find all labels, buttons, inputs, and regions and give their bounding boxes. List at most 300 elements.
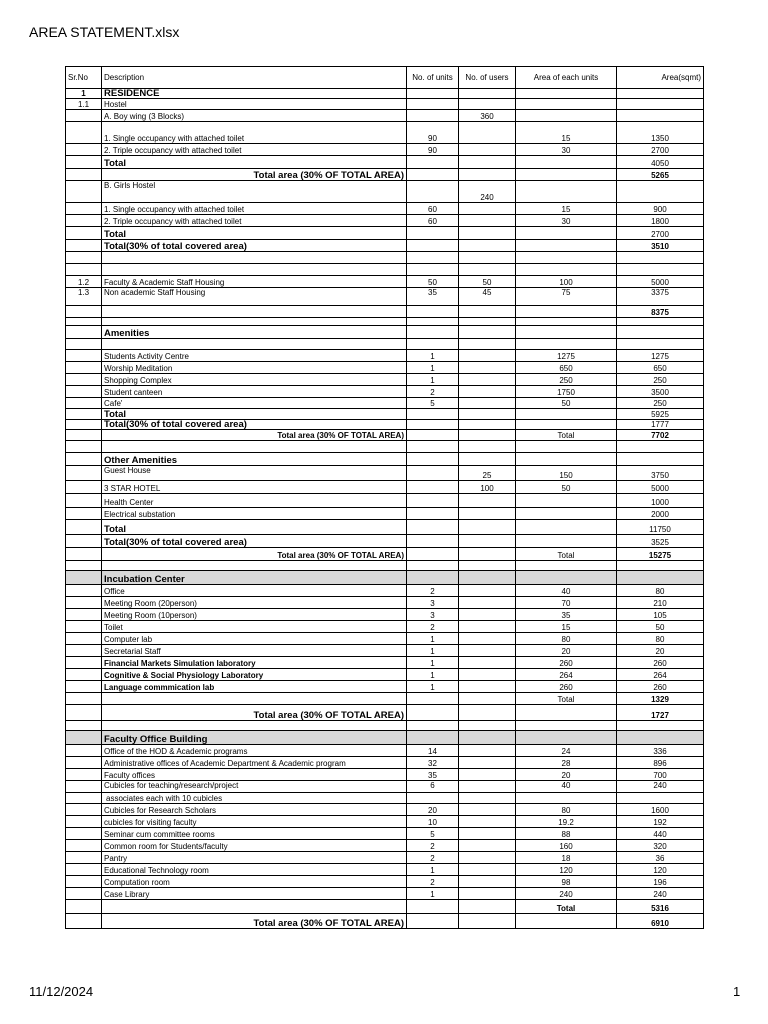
cell-area-total: [617, 561, 704, 571]
cell-users: [459, 669, 516, 681]
cell-area-each: 70: [516, 597, 617, 609]
cell-users: [459, 144, 516, 156]
table-row: [66, 561, 704, 571]
cell-users: [459, 621, 516, 633]
cell-area-total: 3510: [617, 240, 704, 252]
cell-users: [459, 306, 516, 318]
cell-description: Total area (30% OF TOTAL AREA): [102, 914, 407, 929]
cell-area-each: [516, 89, 617, 99]
cell-srno: [66, 494, 102, 508]
cell-users: [459, 900, 516, 914]
cell-area-each: 1750: [516, 386, 617, 398]
cell-units: 35: [407, 769, 459, 781]
cell-area-each: 19.2: [516, 816, 617, 828]
cell-users: [459, 520, 516, 535]
cell-area-total: 3525: [617, 535, 704, 548]
cell-area-total: 50: [617, 621, 704, 633]
table-row: [66, 89, 704, 99]
cell-users: 100: [459, 481, 516, 494]
cell-area-each: 24: [516, 745, 617, 757]
cell-description: Other Amenities: [102, 453, 407, 466]
cell-users: 50: [459, 276, 516, 288]
cell-units: [407, 318, 459, 326]
cell-description: Total: [102, 156, 407, 169]
cell-units: 1: [407, 633, 459, 645]
cell-area-total: 192: [617, 816, 704, 828]
cell-area-total: 1800: [617, 215, 704, 227]
table-row: [66, 633, 704, 645]
cell-description: Incubation Center: [102, 571, 407, 585]
table-row: [66, 481, 704, 494]
table-row: [66, 721, 704, 731]
cell-area-each: [516, 252, 617, 264]
cell-area-total: 120: [617, 864, 704, 876]
cell-units: [407, 169, 459, 181]
cell-srno: [66, 571, 102, 585]
cell-area-each: 88: [516, 828, 617, 840]
cell-area-each: [516, 326, 617, 339]
cell-description: Total: [102, 520, 407, 535]
table-row: [66, 657, 704, 669]
header-no-of-users: No. of users: [459, 67, 516, 89]
cell-description: 2. Triple occupancy with attached toilet: [102, 215, 407, 227]
cell-users: [459, 156, 516, 169]
cell-srno: [66, 240, 102, 252]
cell-srno: [66, 215, 102, 227]
cell-users: [459, 816, 516, 828]
cell-srno: [66, 350, 102, 362]
cell-area-each: [516, 705, 617, 721]
cell-area-each: [516, 508, 617, 520]
cell-users: 360: [459, 110, 516, 122]
cell-units: [407, 508, 459, 520]
cell-area-each: [516, 181, 617, 203]
cell-units: [407, 561, 459, 571]
cell-description: [102, 561, 407, 571]
cell-units: 1: [407, 350, 459, 362]
cell-area-total: 105: [617, 609, 704, 621]
cell-srno: [66, 264, 102, 276]
cell-users: [459, 757, 516, 769]
cell-area-each: 20: [516, 645, 617, 657]
cell-area-total: 5316: [617, 900, 704, 914]
cell-area-each: 80: [516, 633, 617, 645]
cell-users: [459, 705, 516, 721]
cell-description: Office: [102, 585, 407, 597]
cell-users: [459, 409, 516, 420]
cell-description: Total(30% of total covered area): [102, 535, 407, 548]
cell-units: [407, 306, 459, 318]
cell-users: [459, 721, 516, 731]
cell-users: [459, 597, 516, 609]
cell-area-total: [617, 339, 704, 350]
cell-area-each: 160: [516, 840, 617, 852]
cell-users: [459, 535, 516, 548]
cell-users: [459, 215, 516, 227]
cell-description: Total(30% of total covered area): [102, 240, 407, 252]
cell-srno: [66, 508, 102, 520]
cell-units: 50: [407, 276, 459, 288]
cell-users: [459, 852, 516, 864]
cell-area-each: 15: [516, 122, 617, 144]
table-row: [66, 828, 704, 840]
cell-units: [407, 264, 459, 276]
cell-srno: [66, 633, 102, 645]
cell-description: Total area (30% OF TOTAL AREA): [102, 430, 407, 441]
cell-units: [407, 420, 459, 430]
cell-units: [407, 240, 459, 252]
cell-units: [407, 339, 459, 350]
cell-description: Total: [102, 409, 407, 420]
cell-srno: [66, 398, 102, 409]
footer-date: 11/12/2024: [29, 984, 94, 999]
table-row: [66, 441, 704, 453]
cell-area-each: [516, 227, 617, 240]
table-row: [66, 240, 704, 252]
cell-description: 1. Single occupancy with attached toilet: [102, 122, 407, 144]
cell-users: [459, 326, 516, 339]
cell-description: Cubicles for Research Scholars: [102, 804, 407, 816]
table-row: [66, 420, 704, 430]
cell-users: [459, 876, 516, 888]
cell-srno: [66, 900, 102, 914]
cell-srno: [66, 621, 102, 633]
cell-srno: [66, 888, 102, 900]
cell-srno: [66, 864, 102, 876]
header-no-of-units: No. of units: [407, 67, 459, 89]
cell-srno: [66, 745, 102, 757]
cell-area-total: [617, 571, 704, 585]
cell-area-total: 336: [617, 745, 704, 757]
table-row: [66, 900, 704, 914]
cell-srno: [66, 876, 102, 888]
cell-users: [459, 657, 516, 669]
cell-units: [407, 900, 459, 914]
cell-area-each: 75: [516, 288, 617, 306]
cell-users: [459, 769, 516, 781]
cell-area-total: [617, 89, 704, 99]
cell-srno: [66, 122, 102, 144]
cell-description: Cafe': [102, 398, 407, 409]
cell-units: [407, 441, 459, 453]
cell-area-each: [516, 169, 617, 181]
cell-users: [459, 888, 516, 900]
cell-units: 35: [407, 288, 459, 306]
cell-description: Students Activity Centre: [102, 350, 407, 362]
cell-units: [407, 89, 459, 99]
table-row: [66, 110, 704, 122]
cell-area-total: 3375: [617, 288, 704, 306]
cell-area-total: 3500: [617, 386, 704, 398]
cell-units: [407, 110, 459, 122]
cell-area-each: 28: [516, 757, 617, 769]
cell-units: [407, 571, 459, 585]
cell-users: [459, 609, 516, 621]
cell-srno: [66, 828, 102, 840]
cell-srno: [66, 110, 102, 122]
cell-srno: [66, 769, 102, 781]
cell-description: Total area (30% OF TOTAL AREA): [102, 705, 407, 721]
cell-description: Language commmication lab: [102, 681, 407, 693]
cell-area-total: 260: [617, 657, 704, 669]
cell-units: [407, 535, 459, 548]
table-row: [66, 731, 704, 745]
cell-srno: [66, 693, 102, 705]
cell-description: Pantry: [102, 852, 407, 864]
table-row: [66, 669, 704, 681]
table-row: [66, 398, 704, 409]
cell-srno: [66, 781, 102, 793]
cell-area-each: 50: [516, 398, 617, 409]
cell-srno: [66, 227, 102, 240]
cell-units: 3: [407, 609, 459, 621]
cell-units: [407, 252, 459, 264]
cell-area-total: 15275: [617, 548, 704, 561]
table-row: [66, 508, 704, 520]
cell-units: [407, 914, 459, 929]
cell-area-total: [617, 793, 704, 804]
cell-area-total: [617, 721, 704, 731]
cell-srno: [66, 203, 102, 215]
cell-description: Total(30% of total covered area): [102, 420, 407, 430]
cell-area-each: Total: [516, 430, 617, 441]
table-row: [66, 852, 704, 864]
cell-area-total: 1350: [617, 122, 704, 144]
cell-units: 1: [407, 362, 459, 374]
table-row: [66, 888, 704, 900]
cell-area-total: 264: [617, 669, 704, 681]
cell-units: 1: [407, 645, 459, 657]
cell-srno: [66, 466, 102, 481]
cell-description: Computation room: [102, 876, 407, 888]
cell-description: Guest House: [102, 466, 407, 481]
cell-units: 1: [407, 681, 459, 693]
cell-description: Cognitive & Social Physiology Laboratory: [102, 669, 407, 681]
cell-area-each: [516, 240, 617, 252]
cell-description: [102, 721, 407, 731]
header-row: [66, 67, 704, 89]
table-row: [66, 781, 704, 793]
table-row: [66, 181, 704, 203]
cell-srno: [66, 156, 102, 169]
cell-users: [459, 89, 516, 99]
cell-area-each: [516, 441, 617, 453]
table-row: [66, 494, 704, 508]
cell-area-total: 1727: [617, 705, 704, 721]
cell-area-each: [516, 535, 617, 548]
cell-area-each: [516, 264, 617, 276]
cell-units: [407, 99, 459, 110]
table-row: [66, 156, 704, 169]
cell-area-total: 80: [617, 633, 704, 645]
cell-area-total: 240: [617, 781, 704, 793]
cell-area-each: [516, 520, 617, 535]
cell-users: [459, 339, 516, 350]
cell-units: 32: [407, 757, 459, 769]
cell-description: 1. Single occupancy with attached toilet: [102, 203, 407, 215]
cell-area-total: 1600: [617, 804, 704, 816]
cell-users: [459, 508, 516, 520]
cell-units: 2: [407, 876, 459, 888]
cell-units: 14: [407, 745, 459, 757]
cell-srno: [66, 804, 102, 816]
cell-area-each: [516, 721, 617, 731]
cell-users: [459, 633, 516, 645]
cell-users: [459, 240, 516, 252]
cell-description: Shopping Complex: [102, 374, 407, 386]
table-row: [66, 227, 704, 240]
table-row: [66, 793, 704, 804]
cell-users: [459, 99, 516, 110]
table-row: [66, 535, 704, 548]
table-row: [66, 520, 704, 535]
cell-area-total: 2700: [617, 144, 704, 156]
cell-srno: [66, 306, 102, 318]
cell-area-total: 900: [617, 203, 704, 215]
cell-units: 20: [407, 804, 459, 816]
cell-area-each: 264: [516, 669, 617, 681]
cell-area-each: 18: [516, 852, 617, 864]
cell-description: cubicles for visiting faculty: [102, 816, 407, 828]
table-row: [66, 548, 704, 561]
cell-srno: [66, 669, 102, 681]
cell-area-each: 15: [516, 621, 617, 633]
cell-area-total: 250: [617, 398, 704, 409]
cell-area-each: [516, 318, 617, 326]
table-row: [66, 276, 704, 288]
cell-srno: 1.3: [66, 288, 102, 306]
table-row: [66, 914, 704, 929]
cell-area-each: 30: [516, 215, 617, 227]
cell-area-each: [516, 409, 617, 420]
table-row: [66, 339, 704, 350]
cell-users: [459, 362, 516, 374]
cell-area-total: 896: [617, 757, 704, 769]
cell-users: [459, 828, 516, 840]
cell-users: [459, 864, 516, 876]
cell-users: [459, 122, 516, 144]
table-row: [66, 876, 704, 888]
cell-units: 1: [407, 374, 459, 386]
cell-description: Student canteen: [102, 386, 407, 398]
cell-area-each: [516, 453, 617, 466]
table-row: [66, 453, 704, 466]
table-row: [66, 705, 704, 721]
cell-area-each: [516, 420, 617, 430]
cell-srno: [66, 252, 102, 264]
cell-srno: [66, 169, 102, 181]
cell-area-total: 4050: [617, 156, 704, 169]
header-description: Description: [102, 67, 407, 89]
cell-units: 10: [407, 816, 459, 828]
cell-description: Common room for Students/faculty: [102, 840, 407, 852]
cell-area-each: 1275: [516, 350, 617, 362]
cell-area-total: [617, 453, 704, 466]
cell-area-each: 35: [516, 609, 617, 621]
cell-units: 60: [407, 215, 459, 227]
cell-srno: [66, 816, 102, 828]
cell-description: Faculty & Academic Staff Housing: [102, 276, 407, 288]
cell-units: 2: [407, 585, 459, 597]
cell-area-total: 36: [617, 852, 704, 864]
cell-units: [407, 326, 459, 339]
cell-srno: [66, 597, 102, 609]
cell-srno: [66, 144, 102, 156]
cell-description: Case Library: [102, 888, 407, 900]
cell-area-total: 650: [617, 362, 704, 374]
cell-area-total: 320: [617, 840, 704, 852]
cell-units: [407, 494, 459, 508]
cell-units: 1: [407, 888, 459, 900]
cell-units: 90: [407, 122, 459, 144]
cell-area-each: 80: [516, 804, 617, 816]
cell-description: Amenities: [102, 326, 407, 339]
cell-units: [407, 227, 459, 240]
cell-area-total: 440: [617, 828, 704, 840]
cell-description: Electrical substation: [102, 508, 407, 520]
cell-area-total: [617, 252, 704, 264]
cell-area-each: [516, 914, 617, 929]
cell-srno: [66, 326, 102, 339]
cell-units: 60: [407, 203, 459, 215]
cell-srno: [66, 520, 102, 535]
cell-description: Financial Markets Simulation laboratory: [102, 657, 407, 669]
cell-area-each: 120: [516, 864, 617, 876]
cell-description: Educational Technology room: [102, 864, 407, 876]
cell-users: [459, 494, 516, 508]
cell-description: associates each with 10 cubicles: [102, 793, 407, 804]
table-row: [66, 840, 704, 852]
table-row: [66, 430, 704, 441]
cell-units: 90: [407, 144, 459, 156]
cell-srno: [66, 374, 102, 386]
cell-area-total: 7702: [617, 430, 704, 441]
table-row: [66, 288, 704, 306]
cell-users: [459, 374, 516, 386]
cell-area-each: Total: [516, 693, 617, 705]
cell-description: Faculty Office Building: [102, 731, 407, 745]
cell-area-total: [617, 181, 704, 203]
cell-srno: [66, 441, 102, 453]
table-row: [66, 144, 704, 156]
table-row: [66, 585, 704, 597]
cell-users: [459, 386, 516, 398]
cell-description: B. Girls Hostel: [102, 181, 407, 203]
cell-units: [407, 481, 459, 494]
table-row: [66, 252, 704, 264]
cell-units: 5: [407, 398, 459, 409]
cell-area-total: 1275: [617, 350, 704, 362]
table-row: [66, 745, 704, 757]
cell-users: [459, 169, 516, 181]
cell-units: 5: [407, 828, 459, 840]
cell-description: 3 STAR HOTEL: [102, 481, 407, 494]
cell-description: [102, 693, 407, 705]
cell-area-total: [617, 318, 704, 326]
table-row: [66, 203, 704, 215]
cell-users: [459, 548, 516, 561]
cell-users: [459, 731, 516, 745]
table-row: [66, 99, 704, 110]
cell-area-each: 30: [516, 144, 617, 156]
cell-area-total: 5925: [617, 409, 704, 420]
cell-units: [407, 409, 459, 420]
cell-description: Total area (30% OF TOTAL AREA): [102, 548, 407, 561]
header-area-each-unit: Area of each units: [516, 67, 617, 89]
cell-area-total: 80: [617, 585, 704, 597]
table-row: [66, 681, 704, 693]
cell-users: [459, 227, 516, 240]
